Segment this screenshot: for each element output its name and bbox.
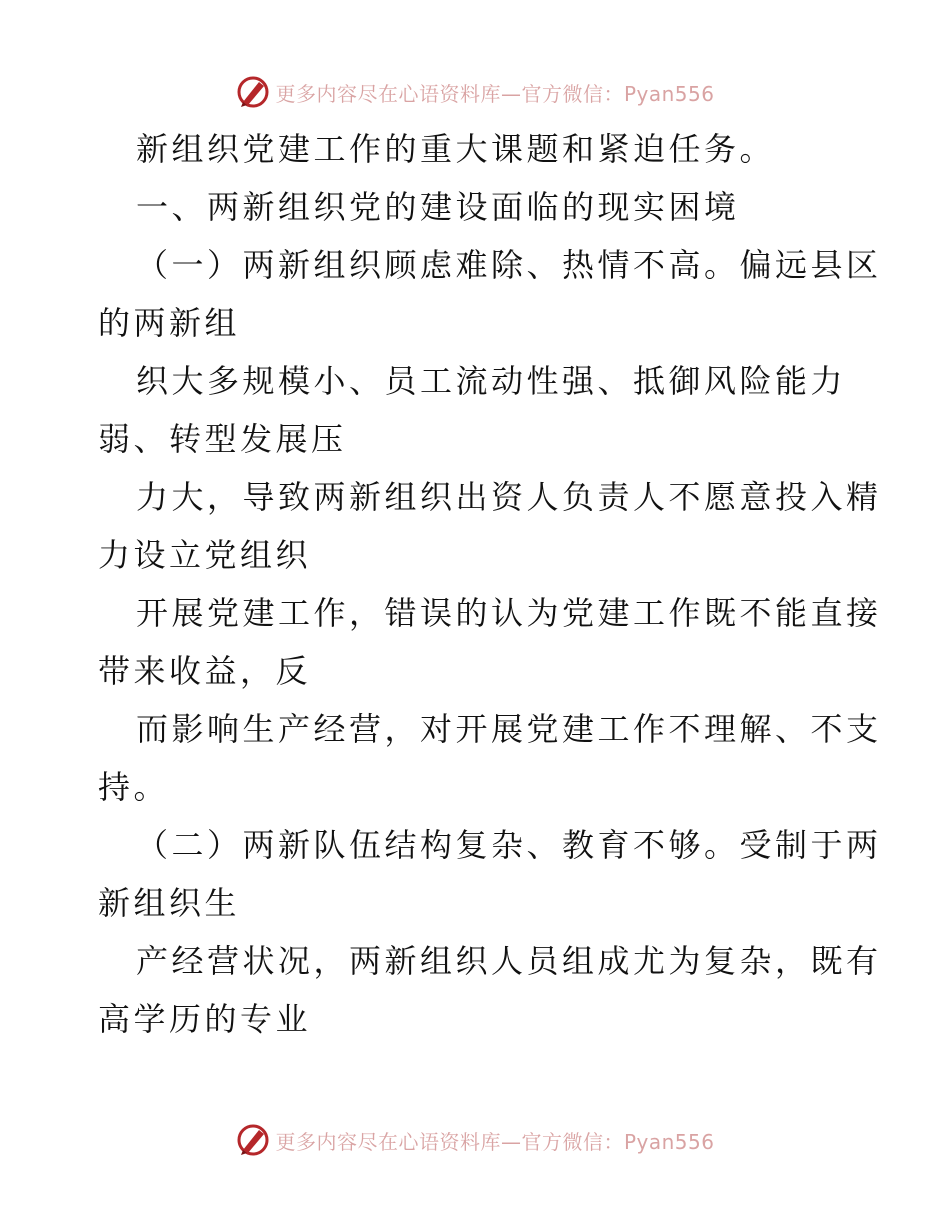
text-line: 新组织生 xyxy=(98,884,241,922)
text-line: 力设立党组织 xyxy=(98,536,312,574)
pen-logo-icon xyxy=(235,74,271,110)
text-line: 持。 xyxy=(98,768,170,806)
text-line: 而影响生产经营，对开展党建工作不理解、不支 xyxy=(136,710,882,748)
header-watermark xyxy=(0,72,950,112)
text-line: 带来收益，反 xyxy=(98,652,312,690)
footer-watermark xyxy=(0,1120,950,1160)
text-line: 织大多规模小、员工流动性强、抵御风险能力 xyxy=(136,362,847,400)
subsection-heading: （二）两新队伍结构复杂、教育不够。受制于两 xyxy=(136,826,882,864)
section-heading: 一、两新组织党的建设面临的现实困境 xyxy=(136,188,740,226)
text-line: 的两新组 xyxy=(98,304,241,342)
text-line: 弱、转型发展压 xyxy=(98,420,347,458)
pen-logo-icon xyxy=(235,1122,271,1158)
watermark-text: 更多内容尽在心语资料库—官方微信：Pyan556 xyxy=(275,1129,715,1154)
subsection-heading: （一）两新组织顾虑难除、热情不高。偏远县区 xyxy=(136,246,882,284)
text-line: 产经营状况，两新组织人员组成尤为复杂，既有 xyxy=(136,942,882,980)
text-line: 高学历的专业 xyxy=(98,1000,312,1038)
text-line: 力大，导致两新组织出资人负责人不愿意投入精 xyxy=(136,478,882,516)
text-line: 新组织党建工作的重大课题和紧迫任务。 xyxy=(136,130,776,168)
watermark-text: 更多内容尽在心语资料库—官方微信：Pyan556 xyxy=(275,81,715,106)
text-line: 开展党建工作，错误的认为党建工作既不能直接 xyxy=(136,594,882,632)
